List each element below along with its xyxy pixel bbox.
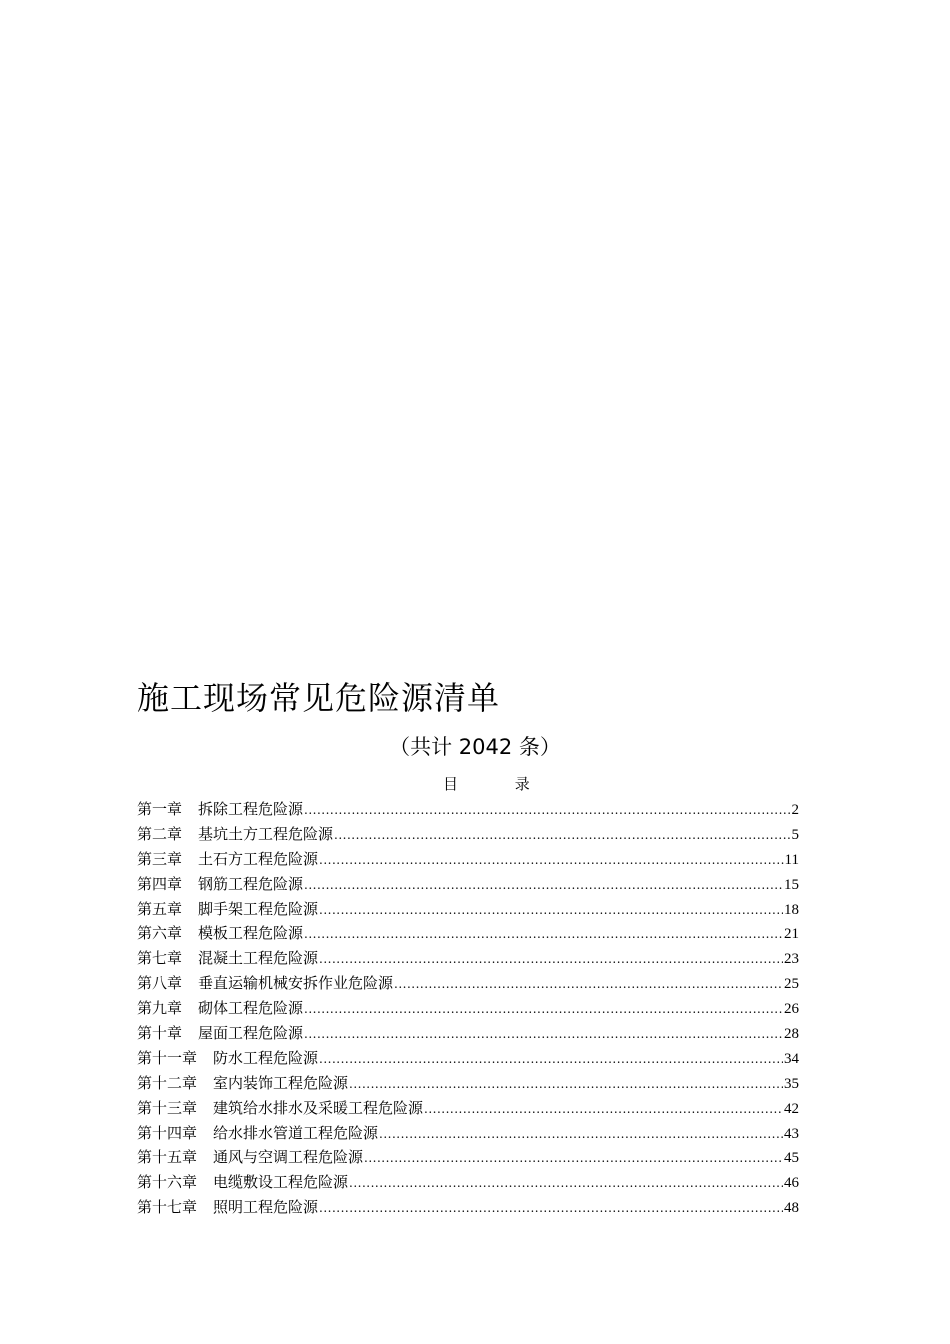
toc-dot-leader [349, 1171, 783, 1195]
toc-page-number: 25 [784, 976, 799, 993]
toc-entry[interactable] [137, 872, 799, 897]
toc-chapter-number: 第十章 [137, 1024, 183, 1043]
toc-dot-leader [319, 1196, 783, 1220]
toc-page-number: 2 [791, 802, 799, 818]
toc-page-number: 21 [784, 926, 799, 943]
toc-chapter-number: 第二章 [137, 824, 183, 843]
toc-chapter-number: 第九章 [137, 999, 183, 1018]
toc-page-number: 35 [784, 1075, 799, 1092]
toc-dot-leader [424, 1097, 783, 1121]
toc-dot-leader [349, 1072, 783, 1096]
toc-entry[interactable] [137, 1071, 799, 1096]
toc-dot-leader [364, 1146, 783, 1170]
toc-dot-leader [334, 823, 790, 847]
toc-chapter-title: 室内装饰工程危险源 [213, 1073, 349, 1092]
toc-entry[interactable] [137, 1096, 799, 1121]
toc-dot-leader [304, 798, 790, 822]
toc-entry[interactable] [137, 822, 799, 847]
toc-chapter-number: 第四章 [137, 874, 183, 893]
toc-entry[interactable] [137, 1121, 799, 1146]
toc-chapter-number: 第八章 [137, 974, 183, 993]
toc-page-number: 5 [791, 826, 799, 843]
toc-chapter-title: 钢筋工程危险源 [198, 874, 304, 893]
toc-chapter-title: 脚手架工程危险源 [198, 899, 319, 918]
toc-chapter-number: 第十三章 [137, 1098, 198, 1117]
toc-entry[interactable] [137, 921, 799, 946]
toc-chapter-number: 第十六章 [137, 1173, 198, 1192]
toc-page-number: 48 [784, 1200, 799, 1217]
toc-chapter-number: 第十七章 [137, 1198, 198, 1217]
toc-chapter-title: 砌体工程危险源 [198, 999, 304, 1018]
toc-chapter-title: 通风与空调工程危险源 [213, 1148, 364, 1167]
toc-dot-leader [304, 873, 783, 897]
toc-dot-leader [304, 997, 783, 1021]
toc-chapter-title: 垂直运输机械安拆作业危险源 [198, 974, 394, 993]
toc-entry[interactable] [137, 1021, 799, 1046]
toc-chapter-title: 基坑土方工程危险源 [198, 824, 334, 843]
toc-page-number: 23 [784, 951, 799, 968]
toc-chapter-number: 第五章 [137, 899, 183, 918]
toc-dot-leader [304, 922, 783, 946]
toc-page-number: 28 [784, 1026, 799, 1043]
toc-page-number: 26 [784, 1001, 799, 1018]
toc-chapter-number: 第十二章 [137, 1073, 198, 1092]
toc-entry[interactable] [137, 1195, 799, 1220]
toc-chapter-number: 第六章 [137, 924, 183, 943]
toc-chapter-number: 第十五章 [137, 1148, 198, 1167]
toc-dot-leader [319, 1047, 783, 1071]
toc-chapter-title: 照明工程危险源 [213, 1198, 319, 1217]
toc-entry[interactable] [137, 971, 799, 996]
document-subtitle: （共计 2042 条） [389, 735, 561, 759]
toc-entry[interactable] [137, 946, 799, 971]
toc-page-number: 43 [784, 1125, 799, 1142]
toc-chapter-title: 屋面工程危险源 [198, 1024, 304, 1043]
toc-page-number: 11 [784, 851, 799, 868]
toc-chapter-number: 第七章 [137, 949, 183, 968]
toc-chapter-number: 第十一章 [137, 1048, 198, 1067]
toc-page-number: 45 [784, 1150, 799, 1167]
toc-entry[interactable] [137, 897, 799, 922]
toc-dot-leader [319, 898, 783, 922]
toc-entry[interactable] [137, 1145, 799, 1170]
toc-page-number: 15 [784, 876, 799, 893]
toc-page-number: 42 [784, 1100, 799, 1117]
toc-heading: 目 录 [443, 775, 556, 793]
toc-chapter-number: 第十四章 [137, 1123, 198, 1142]
toc-dot-leader [319, 848, 784, 872]
toc-dot-leader [394, 972, 783, 996]
toc-chapter-number: 第三章 [137, 849, 183, 868]
toc-entry[interactable] [137, 847, 799, 872]
toc-chapter-title: 建筑给水排水及采暖工程危险源 [213, 1098, 424, 1117]
toc-dot-leader [379, 1122, 783, 1146]
toc-chapter-title: 土石方工程危险源 [198, 849, 319, 868]
toc-page-number: 34 [784, 1050, 799, 1067]
toc-chapter-title: 模板工程危险源 [198, 924, 304, 943]
toc-dot-leader [319, 947, 783, 971]
toc-chapter-title: 给水排水管道工程危险源 [213, 1123, 379, 1142]
table-of-contents [137, 797, 799, 1220]
toc-entry[interactable] [137, 1170, 799, 1195]
toc-chapter-title: 混凝土工程危险源 [198, 949, 319, 968]
document-title: 施工现场常见危险源清单 [137, 679, 501, 717]
toc-entry[interactable] [137, 996, 799, 1021]
toc-entry[interactable] [137, 1046, 799, 1071]
toc-page-number: 46 [784, 1175, 799, 1192]
toc-dot-leader [304, 1022, 783, 1046]
toc-entry[interactable] [137, 797, 799, 822]
toc-page-number: 18 [784, 901, 799, 918]
toc-chapter-title: 拆除工程危险源 [198, 800, 304, 818]
toc-chapter-title: 防水工程危险源 [213, 1048, 319, 1067]
toc-chapter-title: 电缆敷设工程危险源 [213, 1173, 349, 1192]
toc-chapter-number: 第一章 [137, 800, 183, 818]
